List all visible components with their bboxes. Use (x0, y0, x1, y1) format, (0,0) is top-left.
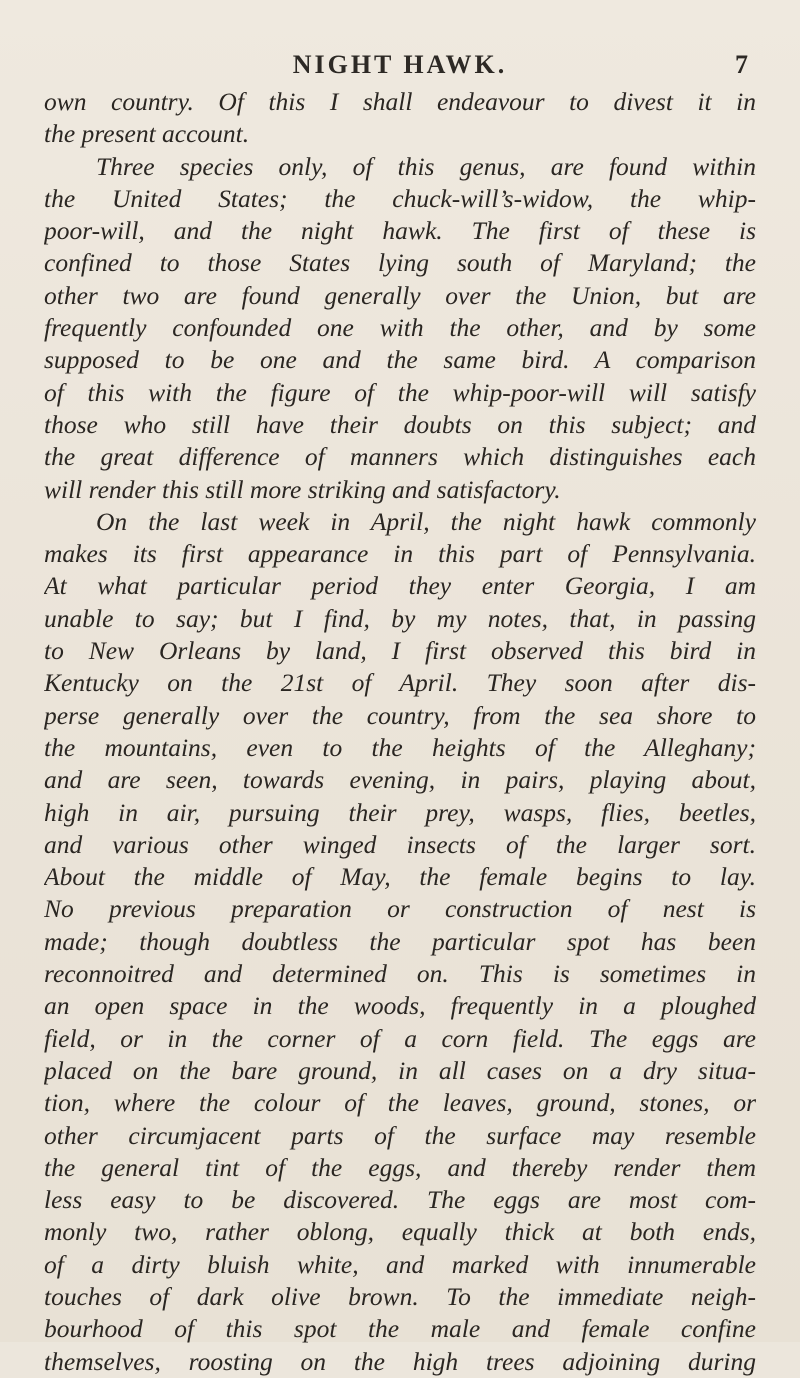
text-line: other two are found generally over the Union, but are (44, 280, 756, 310)
text-line: No previous preparation or construction of nest is (44, 894, 756, 924)
running-head (44, 0, 756, 86)
text-line: and are seen, towards evening, in pairs, playing about, (44, 765, 756, 795)
text-line: those who still have their doubts on this subject; and (44, 409, 756, 439)
text-line: makes its first appearance in this part of Pennsylvania. (44, 539, 756, 569)
text-line: field, or in the corner of a corn field. The eggs are (44, 1023, 756, 1053)
text-line: monly two, rather oblong, equally thick at both ends, (44, 1217, 756, 1247)
text-line: other circumjacent parts of the surface may resemble (44, 1120, 756, 1150)
text-line: the present account. (44, 119, 250, 149)
text-line: will render this still more striking and satisfactory. (44, 474, 561, 504)
text-line: Kentucky on the 21st of April. They soon after dis- (44, 668, 756, 698)
text-line: of this with the figure of the whip-poor-will will satisfy (44, 377, 756, 407)
text-line: touches of dark olive brown. To the immediate neigh- (44, 1281, 756, 1311)
text-line: About the middle of May, the female begins to lay. (44, 862, 756, 892)
text-line: reconnoitred and determined on. This is sometimes in (44, 959, 756, 989)
text-line: less easy to be discovered. The eggs are most com- (44, 1185, 756, 1215)
text-line: On the last week in April, the night hawk commonly (96, 506, 756, 536)
text-line: high in air, pursuing their prey, wasps, flies, beetles, (44, 797, 756, 827)
text-line: unable to say; but I find, by my notes, that, in passing (44, 603, 756, 633)
text-line: placed on the bare ground, in all cases on a dry situa- (44, 1055, 756, 1085)
page-title: NIGHT HAWK. (292, 50, 508, 79)
text-line: frequently confounded one with the other, and by some (44, 313, 756, 343)
text-line: to New Orleans by land, I first observed this bird in (44, 636, 756, 666)
text-line: the United States; the chuck-will’s-widow, the whip- (44, 183, 756, 213)
text-line: the great difference of manners which distinguishes each (44, 442, 756, 472)
text-line: the general tint of the eggs, and thereby render them (44, 1152, 756, 1182)
text-line: themselves, roosting on the high trees adjoining during (44, 1346, 756, 1376)
text-line: supposed to be one and the same bird. A comparison (44, 345, 756, 375)
body-text (44, 86, 756, 1378)
text-line: bourhood of this spot the male and female confine (44, 1314, 756, 1344)
text-line: Three species only, of this genus, are found within (96, 151, 756, 181)
text-line: perse generally over the country, from the sea shore to (44, 700, 756, 730)
text-line: tion, where the colour of the leaves, ground, stones, or (44, 1088, 756, 1118)
text-line: own country. Of this I shall endeavour to divest it in (44, 87, 756, 116)
text-line: made; though doubtless the particular spot has been (44, 926, 756, 956)
text-line: an open space in the woods, frequently in a ploughed (44, 991, 756, 1021)
text-line: and various other winged insects of the larger sort. (44, 829, 756, 859)
page-number: 7 (735, 50, 748, 79)
text-line: the mountains, even to the heights of the Alleghany; (44, 732, 756, 762)
text-line: At what particular period they enter Georgia, I am (44, 571, 756, 601)
text-line: confined to those States lying south of Maryland; the (44, 248, 756, 278)
text-line: of a dirty bluish white, and marked with innumerable (44, 1249, 756, 1279)
text-line: poor-will, and the night hawk. The first of these is (44, 216, 756, 246)
